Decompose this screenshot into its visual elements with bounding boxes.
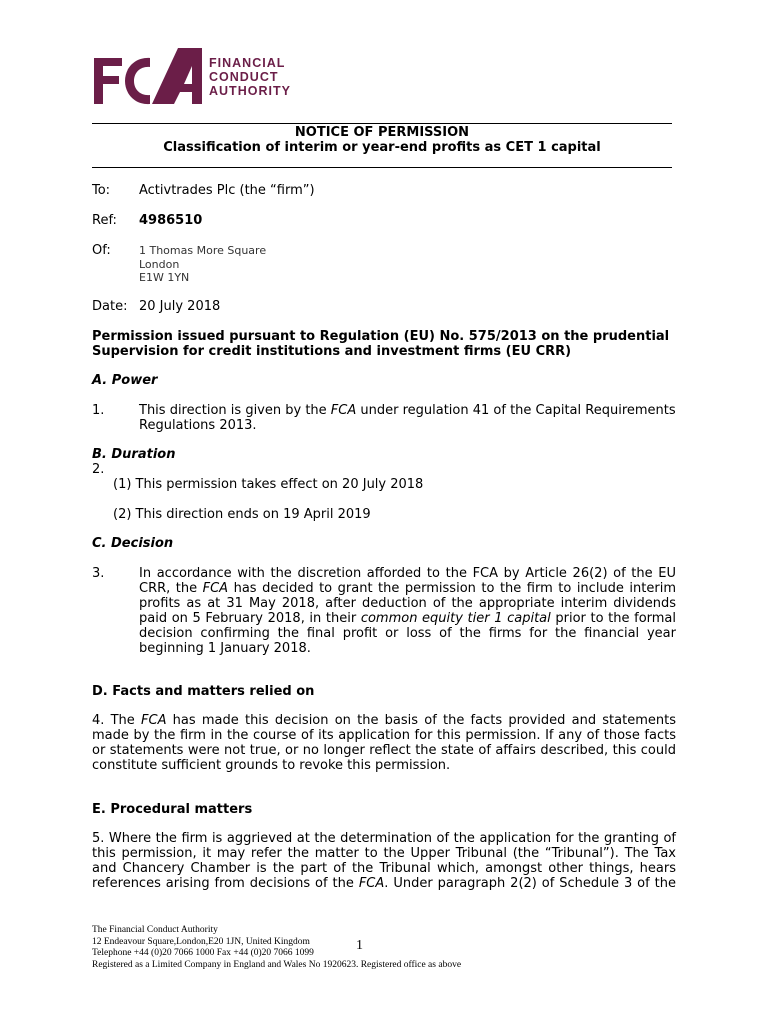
section-a-text-line1 <box>139 403 676 419</box>
notice-subtitle: Classification of interim or year-end profits as CET 1 capital <box>163 140 601 155</box>
para-line: profits as at 31 May 2018, after deduction of the appropriate interim dividends <box>139 596 676 611</box>
address-block <box>139 244 266 285</box>
text-run: This direction is given by the <box>139 403 331 418</box>
top-rule <box>92 123 672 124</box>
para-line: or statements were not true, or no longer reflect the state of affairs described, this could <box>92 743 676 758</box>
fca-italic: FCA <box>358 876 385 891</box>
section-d-paragraph <box>92 713 676 773</box>
para-line <box>92 876 676 891</box>
text-run: references arising from decisions of the <box>92 876 359 891</box>
fca-logo-mark-text: FCA <box>92 44 94 45</box>
duration-item-2: (2) This direction ends on 19 April 2019 <box>113 507 371 522</box>
text-run: paid on 5 February 2018, in their <box>139 611 361 626</box>
footer <box>92 925 461 971</box>
ref-label: Ref: <box>92 213 117 228</box>
address-line: E1W 1YN <box>139 271 190 284</box>
ref-value: 4986510 <box>139 213 203 228</box>
text-run: under regulation 41 of the Capital Requirements <box>356 403 676 418</box>
section-a-heading: A. Power <box>92 373 158 388</box>
footer-line: Telephone +44 (0)20 7066 1000 Fax +44 (0)20 7066 1099 <box>92 948 314 958</box>
page-number: 1 <box>356 938 363 953</box>
text-run: has decided to grant the permission to the firm to include interim <box>228 581 676 596</box>
section-c-heading: C. Decision <box>92 536 174 551</box>
fca-italic: FCA <box>141 713 167 728</box>
para-line: and Chancery Chamber is the part of the Tribunal which, amongst other things, hears <box>92 861 676 876</box>
logo-line-authority: AUTHORITY <box>209 84 291 98</box>
fca-italic: FCA <box>202 581 229 596</box>
fca-logo <box>92 46 297 106</box>
para-line <box>139 611 676 626</box>
permission-heading-line: Permission issued pursuant to Regulation (EU) No. 575/2013 on the prudential <box>92 329 670 344</box>
footer-line: The Financial Conduct Authority <box>92 925 218 935</box>
para-line: In accordance with the discretion afforded to the FCA by Article 26(2) of the EU <box>139 566 676 581</box>
date-label: Date: <box>92 299 128 314</box>
section-a-number: 1. <box>92 403 105 418</box>
section-a-text-line2: Regulations 2013. <box>139 418 257 433</box>
text-run: CRR, the <box>139 581 203 596</box>
permission-heading-line: Supervision for credit institutions and investment firms (EU CRR) <box>92 344 572 359</box>
bottom-rule <box>92 167 672 168</box>
address-line: London <box>139 257 180 271</box>
section-b-heading: B. Duration <box>92 447 176 462</box>
text-run: has made this decision on the basis of the facts provided and statements <box>166 713 676 728</box>
to-value: Activtrades Plc (the “firm”) <box>139 183 315 198</box>
para-line <box>92 713 676 728</box>
para-line: made by the firm in the course of its application for this permission. If any of those facts <box>92 728 676 743</box>
text-run: 4. The <box>92 713 142 728</box>
section-c-number: 3. <box>92 566 105 581</box>
notice-title: NOTICE OF PERMISSION <box>294 125 470 140</box>
para-line: this permission, it may refer the matter to the Upper Tribunal (the “Tribunal”). The Tax <box>92 846 676 861</box>
of-label: Of: <box>92 243 111 258</box>
section-c-paragraph <box>139 566 676 656</box>
text-run: prior to the formal <box>550 611 677 626</box>
fca-italic: FCA <box>330 403 357 418</box>
footer-line: 12 Endeavour Square,London,E20 1JN, United Kingdom <box>92 936 310 947</box>
text-run: . Under paragraph 2(2) of Schedule 3 of the <box>384 876 676 891</box>
para-line <box>139 581 676 596</box>
para-line: beginning 1 January 2018. <box>139 641 311 656</box>
date-value: 20 July 2018 <box>139 299 221 314</box>
section-e-paragraph <box>92 831 676 891</box>
section-e-heading: E. Procedural matters <box>92 802 253 817</box>
to-label: To: <box>92 183 111 198</box>
cet1-italic: common equity tier 1 capital <box>360 611 551 626</box>
logo-line-conduct: CONDUCT <box>209 70 279 84</box>
section-b-number: 2. <box>92 462 105 477</box>
para-line: decision confirming the final profit or loss of the firms for the financial year <box>139 626 676 641</box>
section-d-heading: D. Facts and matters relied on <box>92 684 315 699</box>
footer-line: Registered as a Limited Company in England and Wales No 1920623. Registered office as above <box>92 959 462 970</box>
fca-logo-mark <box>92 46 204 106</box>
logo-line-financial: FINANCIAL <box>209 56 286 70</box>
para-line: 5. Where the firm is aggrieved at the determination of the application for the granting of <box>92 831 676 846</box>
address-line: 1 Thomas More Square <box>139 244 267 257</box>
para-line: constitute sufficient grounds to revoke this permission. <box>92 758 451 773</box>
duration-item-1: (1) This permission takes effect on 20 July 2018 <box>113 477 424 492</box>
